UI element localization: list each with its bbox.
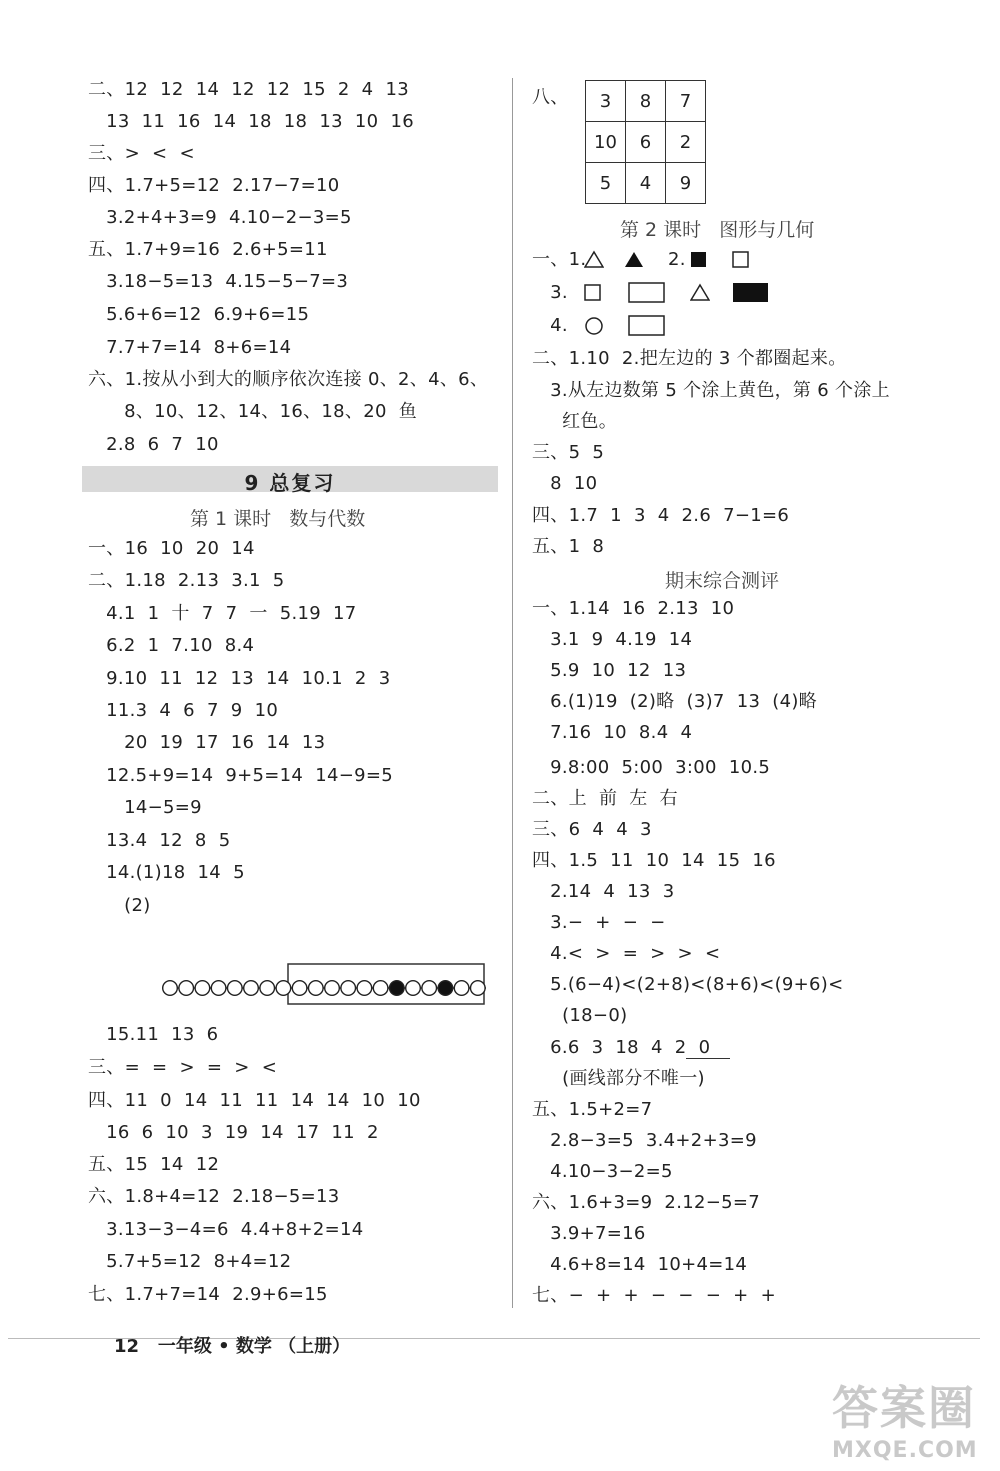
- answer-line: 16 6 10 3 19 14 17 11 2: [88, 1122, 379, 1143]
- answer-line: 13 11 16 14 18 18 13 10 16: [88, 111, 414, 132]
- rectangle-outline-icon: [628, 315, 666, 337]
- answer-line: 一、1.14 16 2.13 10: [532, 598, 735, 619]
- lesson-subhead: 期末综合测评: [665, 570, 780, 592]
- bead-empty: [211, 981, 226, 996]
- circle-outline-icon: [584, 316, 604, 336]
- watermark-logo: 答案圈 MXQE.COM: [832, 1381, 978, 1463]
- answer-line: 四、1.7 1 3 4 2.6 7−1=6: [532, 505, 790, 526]
- column-divider: [512, 78, 513, 1308]
- answer-line: 四、11 0 14 11 11 14 14 10 10: [88, 1090, 421, 1111]
- bead-empty: [292, 981, 307, 996]
- grid-cell: 5: [586, 163, 626, 204]
- answer-line: 红色。: [532, 411, 618, 432]
- answer-line: 5.9 10 12 13: [532, 660, 687, 681]
- answer-line: 3.13−3−4=6 4.4+8+2=14: [88, 1219, 364, 1240]
- answer-line: 5.6+6=12 6.9+6=15: [88, 304, 310, 325]
- answer-line: 4.10−3−2=5: [532, 1161, 673, 1182]
- grid-cell: 6: [626, 122, 666, 163]
- answer-line: 六、1.8+4=12 2.18−5=13: [88, 1186, 340, 1207]
- answer-line: 7.16 10 8.4 4: [532, 722, 693, 743]
- bead-empty: [406, 981, 421, 996]
- answer-line: 一、16 10 20 14: [88, 538, 255, 559]
- answer-line: 9.10 11 12 13 14 10.1 2 3: [88, 668, 391, 689]
- answer-line: 5.7+5=12 8+4=12: [88, 1251, 292, 1272]
- rectangle-outline-icon: [628, 282, 666, 304]
- bead-empty: [422, 981, 437, 996]
- answer-line: 五、15 14 12: [88, 1154, 220, 1175]
- answer-line: (2): [88, 895, 151, 916]
- answer-line: 3.9+7=16: [532, 1223, 646, 1244]
- answer-line: 9.8:00 5:00 3:00 10.5: [532, 757, 771, 778]
- underline-mark: [686, 1058, 730, 1059]
- answer-line: 12.5+9=14 9+5=14 14−9=5: [88, 765, 393, 786]
- bead-filled: [390, 981, 405, 996]
- lesson-subhead: 第 1 课时 数与代数: [190, 508, 366, 530]
- answer-line: 五、1 8: [532, 536, 605, 557]
- answer-line: 2.8 6 7 10: [88, 434, 219, 455]
- question-label: 八、: [532, 87, 569, 108]
- answer-line: (18−0): [532, 1005, 628, 1026]
- square-outline-icon: [584, 284, 602, 302]
- triangle-outline-icon: [690, 283, 710, 301]
- answer-line: 3.− + − −: [532, 912, 666, 933]
- bead-empty: [454, 981, 469, 996]
- answer-line: 6.2 1 7.10 8.4: [88, 635, 255, 656]
- answer-line: 7.7+7=14 8+6=14: [88, 337, 292, 358]
- answer-line: 3.2+4+3=9 4.10−2−3=5: [88, 207, 352, 228]
- answer-line: 5.(6−4)<(2+8)<(8+6)<(9+6)<: [532, 974, 844, 995]
- triangle-outline-icon: [584, 250, 604, 268]
- bead-empty: [244, 981, 259, 996]
- answer-line: 8 10: [532, 473, 598, 494]
- lesson-subhead: 第 2 课时 图形与几何: [620, 219, 815, 241]
- answer-line: 14.(1)18 14 5: [88, 862, 245, 883]
- bead-empty: [179, 981, 194, 996]
- square-filled-icon: [690, 251, 708, 269]
- answer-line: 四、1.5 11 10 14 15 16: [532, 850, 776, 871]
- page-footer: 12 一年级 • 数学 （上册）: [114, 1336, 351, 1357]
- answer-line: 3.18−5=13 4.15−5−7=3: [88, 271, 349, 292]
- bead-empty: [471, 981, 486, 996]
- answer-line: 6.6 3 18 4 2 0: [532, 1037, 711, 1058]
- answer-line: 六、1.6+3=9 2.12−5=7: [532, 1192, 760, 1213]
- grid-cell: 8: [626, 81, 666, 122]
- grid-cell: 4: [626, 163, 666, 204]
- rectangle-filled-icon: [732, 282, 770, 304]
- grid-cell: 9: [666, 163, 706, 204]
- answer-line: 七、1.7+7=14 2.9+6=15: [88, 1284, 328, 1305]
- answer-line: 4.< > = > > <: [532, 943, 721, 964]
- answer-line: 五、1.5+2=7: [532, 1099, 653, 1120]
- answer-line: 20 19 17 16 14 13: [88, 732, 326, 753]
- question-label: 2.: [668, 249, 686, 270]
- answer-line: 四、1.7+5=12 2.17−7=10: [88, 175, 340, 196]
- square-outline-icon: [732, 251, 750, 269]
- answer-line: 14−5=9: [88, 797, 202, 818]
- triangle-filled-icon: [624, 250, 644, 268]
- bead-empty: [309, 981, 324, 996]
- answer-line: 六、1.按从小到大的顺序依次连接 0、2、4、6、: [88, 369, 489, 390]
- answer-line: 二、12 12 14 12 12 15 2 4 13: [88, 79, 409, 100]
- answer-line: 4.1 1 十 7 7 一 5.19 17: [88, 603, 357, 624]
- bead-filled: [438, 981, 453, 996]
- answer-line: 4.6+8=14 10+4=14: [532, 1254, 748, 1275]
- bead-empty: [373, 981, 388, 996]
- grid-cell: 7: [666, 81, 706, 122]
- bead-empty: [260, 981, 275, 996]
- bead-empty: [341, 981, 356, 996]
- bead-empty: [357, 981, 372, 996]
- answer-line: 三、> < <: [88, 143, 195, 164]
- answer-line: 二、1.10 2.把左边的 3 个都圈起来。: [532, 348, 847, 369]
- bead-empty: [276, 981, 291, 996]
- answer-line: 二、1.18 2.13 3.1 5: [88, 570, 285, 591]
- bead-empty: [195, 981, 210, 996]
- answer-line: 三、= = > = > <: [88, 1057, 278, 1078]
- magic-square: [585, 80, 706, 204]
- grid-cell: 2: [666, 122, 706, 163]
- bead-diagram: [160, 960, 490, 1010]
- answer-line: 11.3 4 6 7 9 10: [88, 700, 279, 721]
- answer-line: 3.1 9 4.19 14: [532, 629, 693, 650]
- answer-line: 五、1.7+9=16 2.6+5=11: [88, 239, 328, 260]
- grid-cell: 3: [586, 81, 626, 122]
- answer-line: 8、10、12、14、16、18、20 鱼: [88, 401, 418, 422]
- bead-empty: [163, 981, 178, 996]
- answer-line: 4.: [532, 315, 568, 336]
- answer-line: 3.: [532, 282, 568, 303]
- bead-empty: [228, 981, 243, 996]
- answer-line: 七、− + + − − − + +: [532, 1285, 776, 1306]
- answer-line: 一、1.: [532, 249, 587, 270]
- answer-line: 6.(1)19 (2)略 (3)7 13 (4)略: [532, 691, 817, 712]
- answer-line: (画线部分不唯一): [532, 1068, 705, 1089]
- section-title: 9 总复习: [244, 471, 336, 495]
- answer-line: 二、上 前 左 右: [532, 788, 678, 809]
- bead-empty: [325, 981, 340, 996]
- answer-line: 13.4 12 8 5: [88, 830, 231, 851]
- section-header: [82, 466, 498, 495]
- answer-line: 2.8−3=5 3.4+2+3=9: [532, 1130, 757, 1151]
- answer-line: 三、5 5: [532, 442, 605, 463]
- answer-line: 3.从左边数第 5 个涂上黄色，第 6 个涂上: [532, 380, 890, 401]
- answer-line: 15.11 13 6: [88, 1024, 219, 1045]
- answer-line: 2.14 4 13 3: [532, 881, 675, 902]
- grid-cell: 10: [586, 122, 626, 163]
- answer-line: 三、6 4 4 3: [532, 819, 652, 840]
